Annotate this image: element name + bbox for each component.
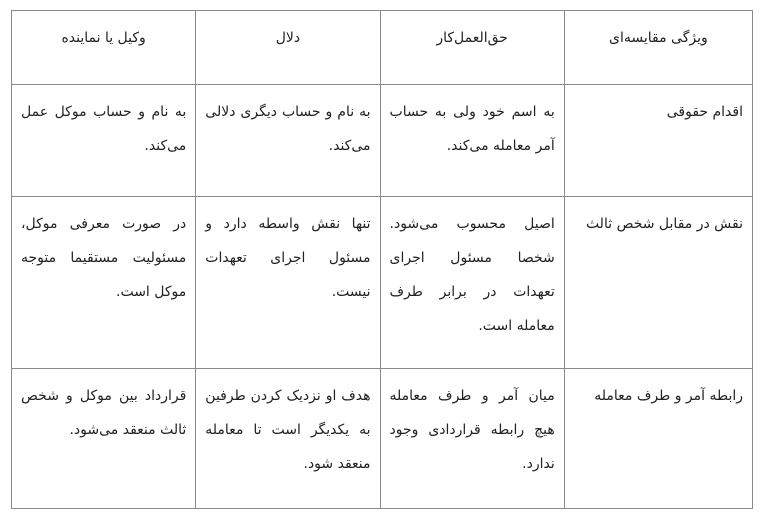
header-broker: دلال: [196, 11, 380, 85]
cell-broker: هدف او نزدیک کردن طرفین به یکدیگر است تا معامله منعقد شود.: [196, 369, 380, 509]
row-feature: رابطه آمر و طرف معامله: [564, 369, 752, 509]
cell-commission-agent: اصیل محسوب می‌شود. شخصا مسئول اجرای تعهدات در برابر طرف معامله است.: [380, 197, 564, 369]
table-header-row: [12, 11, 753, 85]
cell-broker: تنها نقش واسطه دارد و مسئول اجرای تعهدات نیست.: [196, 197, 380, 369]
row-feature: اقدام حقوقی: [564, 85, 752, 197]
row-feature: نقش در مقابل شخص ثالث: [564, 197, 752, 369]
cell-agent: به نام و حساب موکل عمل می‌کند.: [12, 85, 196, 197]
table-row: [12, 369, 753, 509]
table-row: [12, 197, 753, 369]
cell-commission-agent: میان آمر و طرف معامله هیچ رابطه قراردادی وجود ندارد.: [380, 369, 564, 509]
cell-commission-agent: به اسم خود ولی به حساب آمر معامله می‌کند.: [380, 85, 564, 197]
table-row: [12, 85, 753, 197]
cell-agent: قرارداد بین موکل و شخص ثالث منعقد می‌شود.: [12, 369, 196, 509]
comparison-table: [11, 10, 753, 509]
cell-agent: در صورت معرفی موکل، مسئولیت مستقیما متوجه موکل است.: [12, 197, 196, 369]
header-feature: ویژگی مقایسه‌ای: [564, 11, 752, 85]
header-agent: وکیل یا نماینده: [12, 11, 196, 85]
header-commission-agent: حق‌العمل‌کار: [380, 11, 564, 85]
cell-broker: به نام و حساب دیگری دلالی می‌کند.: [196, 85, 380, 197]
